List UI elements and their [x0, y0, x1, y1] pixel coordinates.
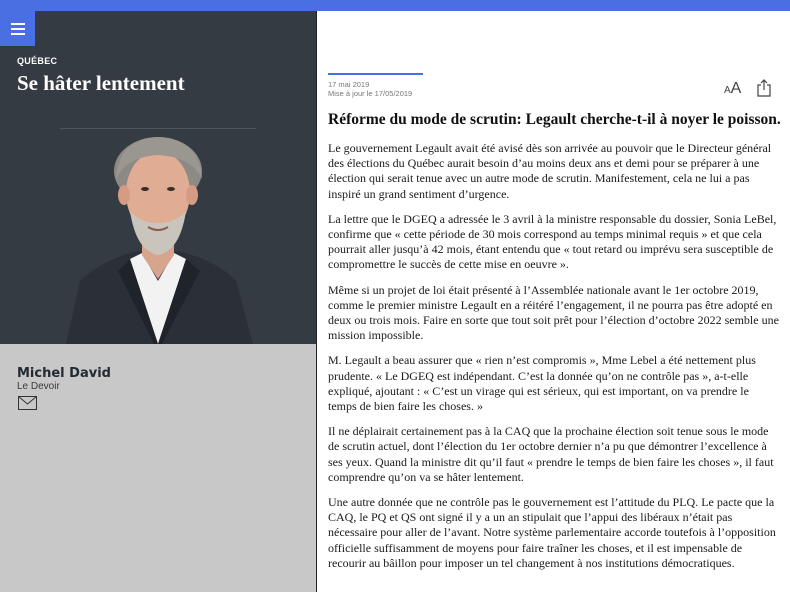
hamburger-icon-line: [11, 28, 25, 30]
article-paragraph: Le gouvernement Legault avait été avisé dès son arrivée au pouvoir que le Directeur général des élections du Québec aurait besoin d’au moins deux ans et demi pour se préparer à une élection qui serait tenue avec un autre mode de scrutin. Manifestement, cela ne lui a pas inspiré un grand sentiment d’urgence.: [328, 141, 772, 201]
column-sidebar: [0, 11, 316, 592]
article-headline: Réforme du mode de scrutin: Legault cherche-t-il à noyer le poisson.: [328, 111, 781, 128]
updated-date: Mise à jour le 17/05/2019: [328, 89, 413, 98]
article-panel: [317, 11, 790, 592]
font-size-small-glyph: A: [724, 85, 731, 96]
author-portrait: [58, 131, 258, 344]
font-size-button[interactable]: [724, 80, 741, 98]
article-body: [328, 141, 780, 581]
column-header-panel: [0, 11, 316, 344]
top-accent-bar: [0, 0, 790, 11]
author-name: Michel David: [17, 366, 111, 381]
article-paragraph: Même si un projet de loi était présenté à l’Assemblée nationale avant le 1er octobre 2019, comme le premier ministre Legault en a réitéré l’engagement, il ne pourra pas être adopté en deux ou trois mois. Faire en sorte que tout soit prêt pour l’élection d’octobre 2022 semble une mission impossible.: [328, 282, 779, 343]
share-icon[interactable]: [757, 79, 771, 97]
article-paragraph: La lettre que le DGEQ a adressée le 3 avril à la ministre responsable du dossier, Sonia LeBel, confirme que « cette période de 30 mois correspond au temps minimal requis » et que cela pourrait aller jusqu’à 42 mois, étant entendu que « tout retard ou imprévu sera susceptible de compromettre le succès de cette mise en oeuvre ».: [328, 211, 777, 272]
date-accent-rule: [328, 73, 423, 75]
column-title: Se hâter lentement: [17, 71, 185, 95]
article-paragraph: Une autre donnée que ne contrôle pas le gouvernement est l’attitude du PLQ. Le pacte que la CAQ, le PQ et QS ont signé il y a un an stipulait que l’appui des libéraux n’était pas nécessaire pour aller de l’avant. Notre système parlementaire accorde toutefois à l’opposition officielle suffisamment de moyens pour faire traîner les choses, et il est impensable de recourir au bâillon pour imposer un tel changement à nos institutions démocratiques.: [328, 495, 776, 570]
hamburger-icon-line: [11, 33, 25, 35]
hamburger-icon-line: [11, 23, 25, 25]
font-size-large-glyph: A: [730, 80, 742, 97]
article-paragraph: Il ne déplairait certainement pas à la CAQ que la prochaine élection soit tenue sous le mode de scrutin actuel, dont l’élection du 1er octobre dernier n’a pu que démontrer l’excellence à ses yeux. Quand la ministre dit qu’il faut « prendre le temps de bien faire les choses », il faut comprendre qu’on va se hâter lentement.: [328, 424, 774, 484]
menu-button[interactable]: [0, 11, 35, 46]
mail-icon[interactable]: [18, 396, 37, 410]
divider: [60, 128, 256, 129]
section-label: QUÉBEC: [17, 56, 58, 66]
article-paragraph: M. Legault a beau assurer que « rien n’est compromis », Mme Lebel a été nettement plus prudente. « Le DGEQ est indépendant. C’est la donnée qu’on ne contrôle pas », a-t-elle expliqué, ajoutant : « C’est un virage qui est sérieux, qui est important, on va prendre le temps de bien faire les choses. »: [328, 353, 756, 414]
publish-date: 17 mai 2019: [328, 80, 370, 89]
author-publication: Le Devoir: [17, 381, 60, 392]
